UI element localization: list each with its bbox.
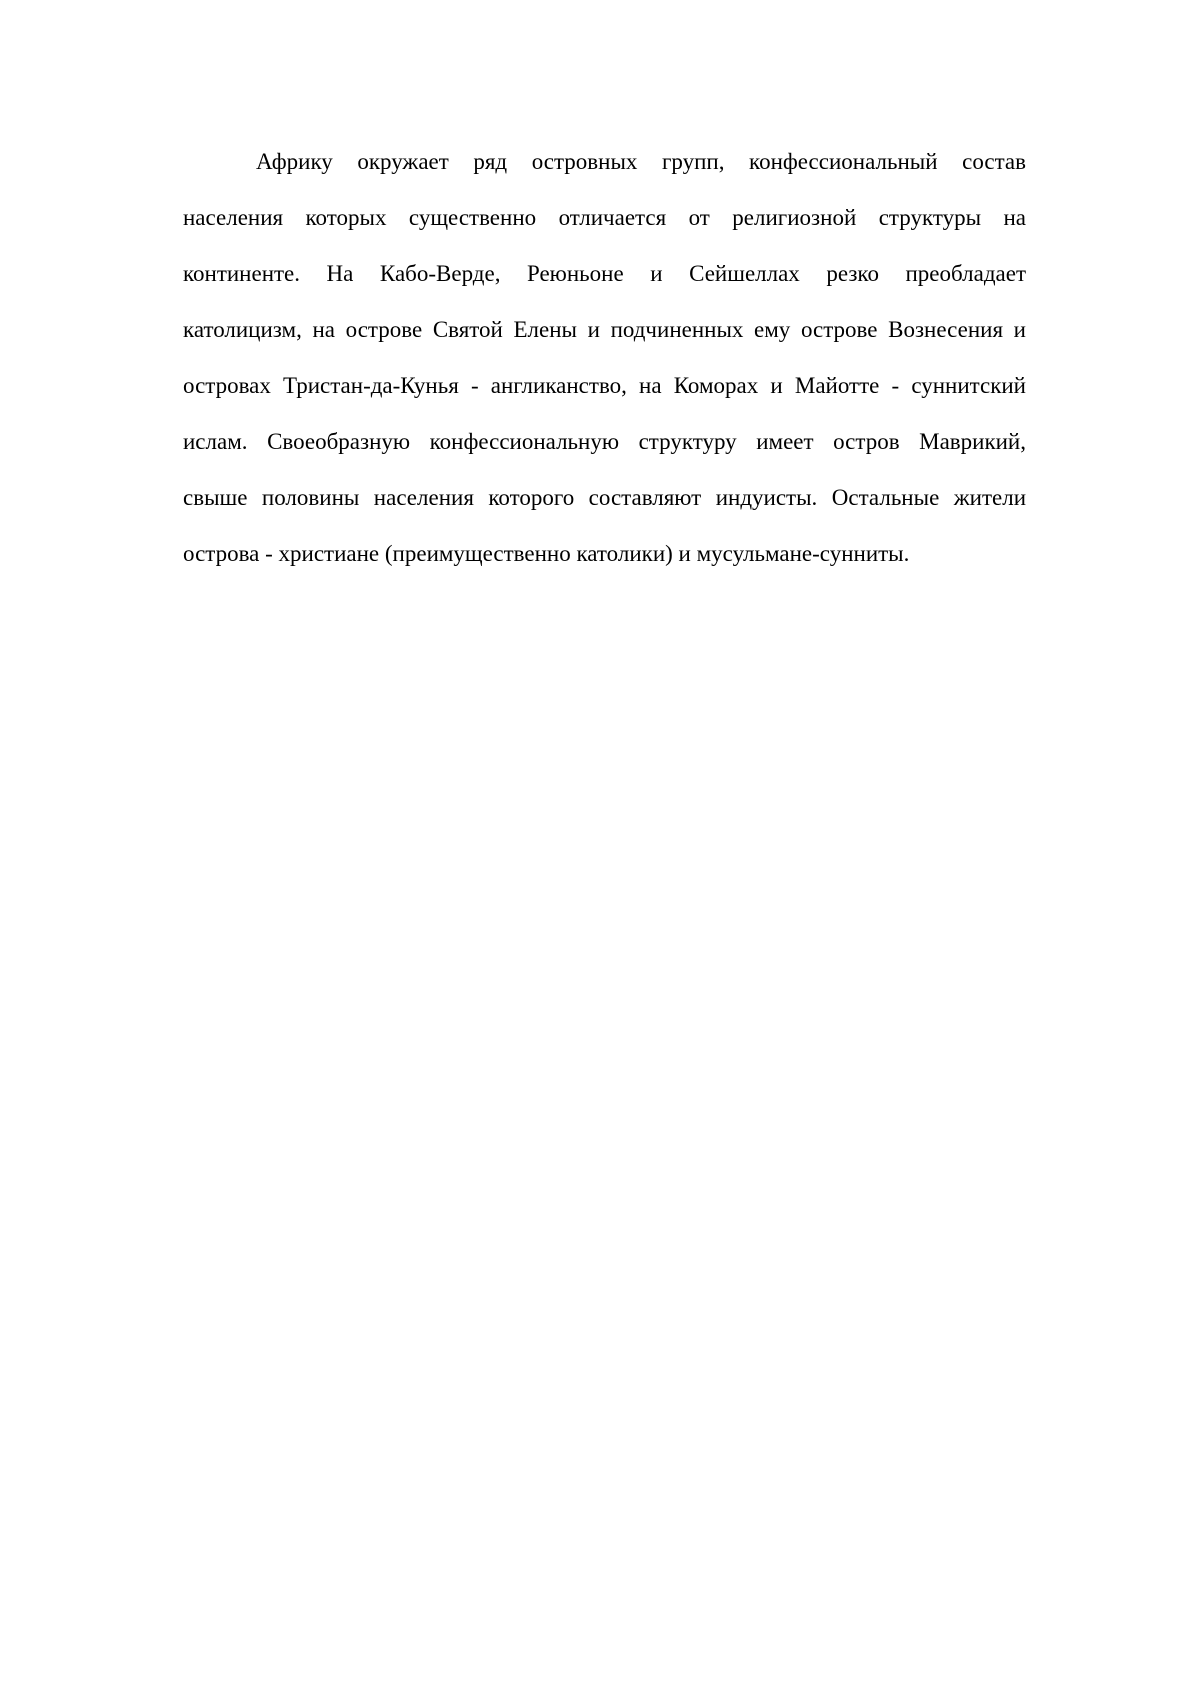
paragraph-line-7: свыше половины населения которого составляют индуисты. Остальные жители: [183, 485, 1026, 510]
paragraph-line-8: острова - христиане (преимущественно католики) и мусульмане-сунниты.: [183, 541, 910, 566]
body-paragraph: [183, 140, 1026, 588]
paragraph-line-2: населения которых существенно отличается от религиозной структуры на: [183, 205, 1026, 230]
paragraph-line-6: ислам. Своеобразную конфессиональную структуру имеет остров Маврикий,: [183, 429, 1026, 454]
paragraph-line-5: островах Тристан-да-Кунья - англиканство, на Коморах и Майотте - суннитский: [183, 373, 1026, 398]
paragraph-line-4: католицизм, на острове Святой Елены и подчиненных ему острове Вознесения и: [183, 317, 1026, 342]
paragraph-line-3: континенте. На Кабо-Верде, Реюньоне и Сейшеллах резко преобладает: [183, 261, 1026, 286]
paragraph-line-1: Африку окружает ряд островных групп, конфессиональный состав: [256, 149, 1026, 174]
